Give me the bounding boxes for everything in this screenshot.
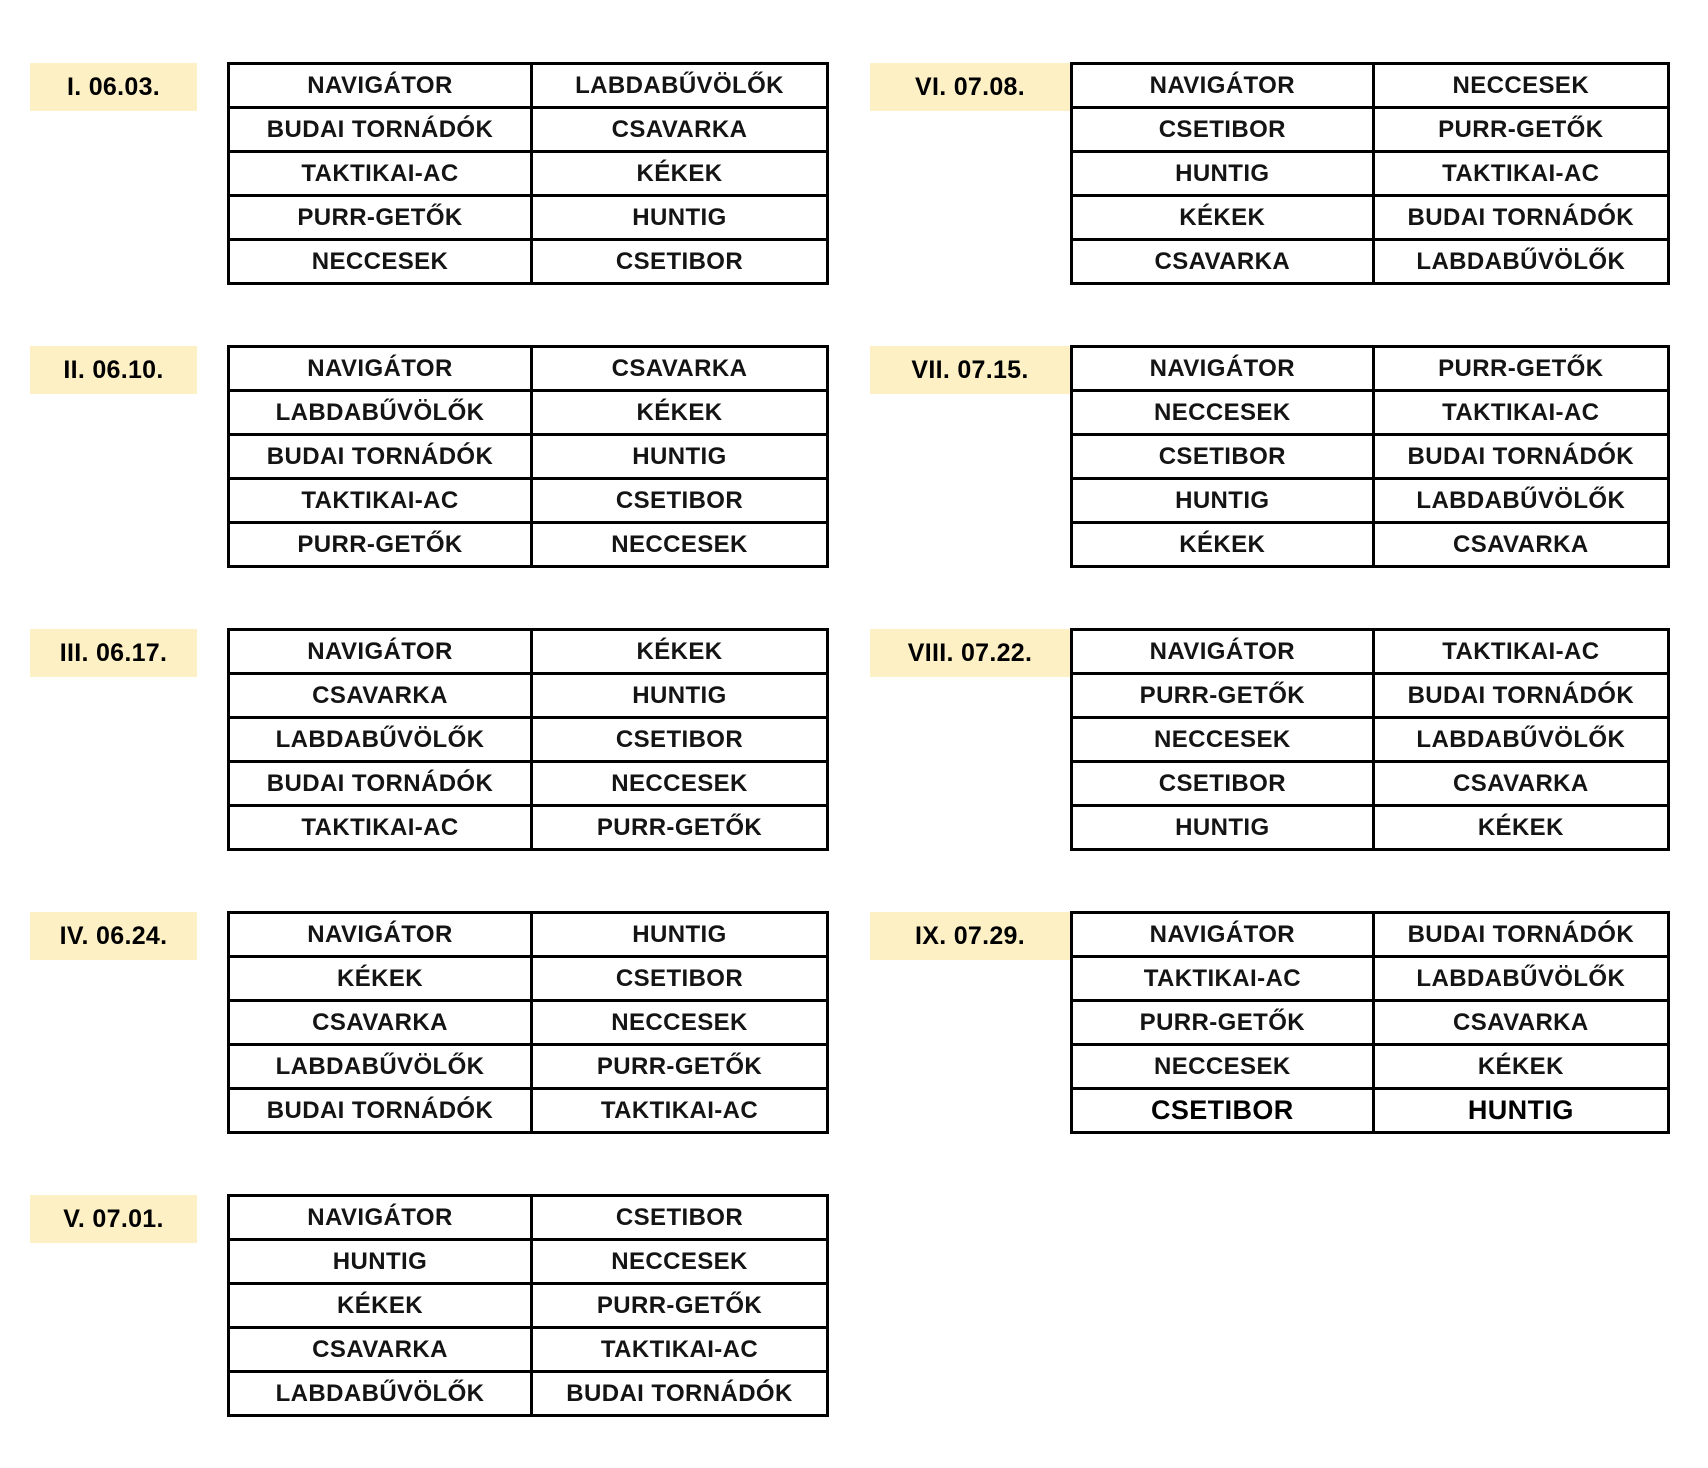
- away-team: HUNTIG: [532, 674, 828, 718]
- match-row: [229, 674, 828, 718]
- away-team: CSETIBOR: [532, 957, 828, 1001]
- home-team: NECCESEK: [229, 240, 532, 284]
- home-team: NECCESEK: [1072, 391, 1374, 435]
- match-row: [1072, 347, 1669, 391]
- fixtures-table: [1070, 62, 1670, 285]
- fixtures-table: [227, 911, 829, 1134]
- match-row: [1072, 523, 1669, 567]
- fixtures-table: [227, 628, 829, 851]
- fixtures-table: [1070, 628, 1670, 851]
- away-team: TAKTIKAI-AC: [532, 1089, 828, 1133]
- match-row: [1072, 718, 1669, 762]
- match-row: [229, 762, 828, 806]
- away-team: KÉKEK: [532, 630, 828, 674]
- home-team: BUDAI TORNÁDÓK: [229, 108, 532, 152]
- round-2: [30, 345, 830, 585]
- match-row: [229, 435, 828, 479]
- round-4: [30, 911, 830, 1151]
- match-row: [1072, 196, 1669, 240]
- away-team: LABDABŰVÖLŐK: [1373, 240, 1668, 284]
- match-row: [1072, 762, 1669, 806]
- home-team: LABDABŰVÖLŐK: [229, 718, 532, 762]
- match-row: [229, 718, 828, 762]
- home-team: KÉKEK: [1072, 523, 1374, 567]
- away-team: TAKTIKAI-AC: [1373, 630, 1668, 674]
- away-team: BUDAI TORNÁDÓK: [1373, 913, 1668, 957]
- home-team: CSAVARKA: [229, 1001, 532, 1045]
- match-row: [229, 1328, 828, 1372]
- home-team: NAVIGÁTOR: [1072, 630, 1374, 674]
- home-team: NAVIGÁTOR: [229, 1196, 532, 1240]
- away-team: HUNTIG: [532, 913, 828, 957]
- round-label: IX. 07.29.: [870, 912, 1070, 960]
- match-row: [1072, 240, 1669, 284]
- away-team: HUNTIG: [532, 435, 828, 479]
- away-team: LABDABŰVÖLŐK: [1373, 479, 1668, 523]
- home-team: CSETIBOR: [1072, 762, 1374, 806]
- round-7: [870, 345, 1670, 585]
- match-row: [229, 630, 828, 674]
- home-team: CSETIBOR: [1072, 435, 1374, 479]
- home-team: LABDABŰVÖLŐK: [229, 1045, 532, 1089]
- fixtures-table: [1070, 911, 1670, 1134]
- home-team: NAVIGÁTOR: [229, 913, 532, 957]
- round-6: [870, 62, 1670, 302]
- away-team: HUNTIG: [532, 196, 828, 240]
- round-5: [30, 1194, 830, 1434]
- home-team: CSETIBOR: [1072, 108, 1374, 152]
- away-team: CSETIBOR: [532, 240, 828, 284]
- round-label: III. 06.17.: [30, 629, 197, 677]
- round-9: [870, 911, 1670, 1151]
- home-team: NECCESEK: [1072, 718, 1374, 762]
- fixtures-table: [227, 1194, 829, 1417]
- match-row: [1072, 479, 1669, 523]
- round-label: IV. 06.24.: [30, 912, 197, 960]
- away-team: KÉKEK: [1373, 1045, 1668, 1089]
- match-row: [229, 1196, 828, 1240]
- away-team: LABDABŰVÖLŐK: [1373, 957, 1668, 1001]
- match-row: [1072, 674, 1669, 718]
- home-team: NAVIGÁTOR: [1072, 64, 1374, 108]
- match-row: [1072, 957, 1669, 1001]
- fixtures-table: [227, 345, 829, 568]
- away-team: NECCESEK: [532, 1240, 828, 1284]
- away-team: PURR-GETŐK: [532, 1284, 828, 1328]
- home-team: LABDABŰVÖLŐK: [229, 1372, 532, 1416]
- round-label: II. 06.10.: [30, 346, 197, 394]
- away-team: KÉKEK: [532, 152, 828, 196]
- home-team: PURR-GETŐK: [1072, 1001, 1374, 1045]
- match-row: [229, 108, 828, 152]
- away-team: LABDABŰVÖLŐK: [1373, 718, 1668, 762]
- away-team: PURR-GETŐK: [1373, 347, 1668, 391]
- home-team: TAKTIKAI-AC: [1072, 957, 1374, 1001]
- home-team: PURR-GETŐK: [229, 523, 532, 567]
- home-team: HUNTIG: [1072, 806, 1374, 850]
- round-3: [30, 628, 830, 868]
- match-row: [229, 957, 828, 1001]
- home-team: PURR-GETŐK: [1072, 674, 1374, 718]
- home-team: CSAVARKA: [229, 674, 532, 718]
- home-team: KÉKEK: [1072, 196, 1374, 240]
- home-team: BUDAI TORNÁDÓK: [229, 435, 532, 479]
- round-label: V. 07.01.: [30, 1195, 197, 1243]
- round-label: VI. 07.08.: [870, 63, 1070, 111]
- round-8: [870, 628, 1670, 868]
- match-row: [229, 152, 828, 196]
- away-team: CSAVARKA: [1373, 762, 1668, 806]
- away-team: CSETIBOR: [532, 1196, 828, 1240]
- match-row: [229, 1240, 828, 1284]
- away-team: NECCESEK: [532, 1001, 828, 1045]
- away-team: PURR-GETŐK: [1373, 108, 1668, 152]
- match-row: [229, 1001, 828, 1045]
- match-row: [229, 391, 828, 435]
- away-team: TAKTIKAI-AC: [1373, 391, 1668, 435]
- round-1: [30, 62, 830, 302]
- away-team: CSAVARKA: [1373, 1001, 1668, 1045]
- round-label: I. 06.03.: [30, 63, 197, 111]
- home-team: NAVIGÁTOR: [229, 630, 532, 674]
- round-label: VIII. 07.22.: [870, 629, 1070, 677]
- away-team: CSETIBOR: [532, 479, 828, 523]
- home-team: BUDAI TORNÁDÓK: [229, 1089, 532, 1133]
- away-team: CSETIBOR: [532, 718, 828, 762]
- away-team: CSAVARKA: [532, 347, 828, 391]
- away-team: PURR-GETŐK: [532, 1045, 828, 1089]
- home-team: NAVIGÁTOR: [1072, 913, 1374, 957]
- match-row: [1072, 1089, 1669, 1133]
- away-team: KÉKEK: [1373, 806, 1668, 850]
- home-team: HUNTIG: [229, 1240, 532, 1284]
- match-row: [229, 347, 828, 391]
- match-row: [229, 913, 828, 957]
- away-team: NECCESEK: [1373, 64, 1668, 108]
- home-team: CSAVARKA: [1072, 240, 1374, 284]
- home-team: HUNTIG: [1072, 479, 1374, 523]
- match-row: [1072, 913, 1669, 957]
- home-team: BUDAI TORNÁDÓK: [229, 762, 532, 806]
- home-team: HUNTIG: [1072, 152, 1374, 196]
- away-team: BUDAI TORNÁDÓK: [532, 1372, 828, 1416]
- match-row: [229, 523, 828, 567]
- home-team: PURR-GETŐK: [229, 196, 532, 240]
- home-team: LABDABŰVÖLŐK: [229, 391, 532, 435]
- home-team: KÉKEK: [229, 957, 532, 1001]
- away-team: NECCESEK: [532, 523, 828, 567]
- away-team: LABDABŰVÖLŐK: [532, 64, 828, 108]
- match-row: [229, 64, 828, 108]
- match-row: [229, 240, 828, 284]
- match-row: [1072, 391, 1669, 435]
- home-team: NAVIGÁTOR: [229, 64, 532, 108]
- home-team: NECCESEK: [1072, 1045, 1374, 1089]
- match-row: [229, 1045, 828, 1089]
- match-row: [229, 1372, 828, 1416]
- away-team: KÉKEK: [532, 391, 828, 435]
- match-row: [229, 196, 828, 240]
- away-team: PURR-GETŐK: [532, 806, 828, 850]
- away-team: BUDAI TORNÁDÓK: [1373, 674, 1668, 718]
- away-team: NECCESEK: [532, 762, 828, 806]
- match-row: [1072, 152, 1669, 196]
- round-label: VII. 07.15.: [870, 346, 1070, 394]
- match-row: [1072, 1045, 1669, 1089]
- match-row: [1072, 630, 1669, 674]
- match-row: [229, 1284, 828, 1328]
- home-team: CSAVARKA: [229, 1328, 532, 1372]
- home-team: TAKTIKAI-AC: [229, 806, 532, 850]
- away-team: BUDAI TORNÁDÓK: [1373, 196, 1668, 240]
- match-row: [1072, 1001, 1669, 1045]
- away-team: TAKTIKAI-AC: [532, 1328, 828, 1372]
- away-team: BUDAI TORNÁDÓK: [1373, 435, 1668, 479]
- home-team: TAKTIKAI-AC: [229, 152, 532, 196]
- away-team: TAKTIKAI-AC: [1373, 152, 1668, 196]
- home-team: NAVIGÁTOR: [229, 347, 532, 391]
- match-row: [1072, 108, 1669, 152]
- match-row: [229, 479, 828, 523]
- match-row: [1072, 806, 1669, 850]
- home-team: TAKTIKAI-AC: [229, 479, 532, 523]
- match-row: [229, 1089, 828, 1133]
- home-team: CSETIBOR: [1072, 1089, 1374, 1133]
- match-row: [1072, 435, 1669, 479]
- away-team: CSAVARKA: [532, 108, 828, 152]
- fixtures-table: [1070, 345, 1670, 568]
- home-team: KÉKEK: [229, 1284, 532, 1328]
- fixtures-table: [227, 62, 829, 285]
- away-team: HUNTIG: [1373, 1089, 1668, 1133]
- match-row: [1072, 64, 1669, 108]
- match-row: [229, 806, 828, 850]
- away-team: CSAVARKA: [1373, 523, 1668, 567]
- home-team: NAVIGÁTOR: [1072, 347, 1374, 391]
